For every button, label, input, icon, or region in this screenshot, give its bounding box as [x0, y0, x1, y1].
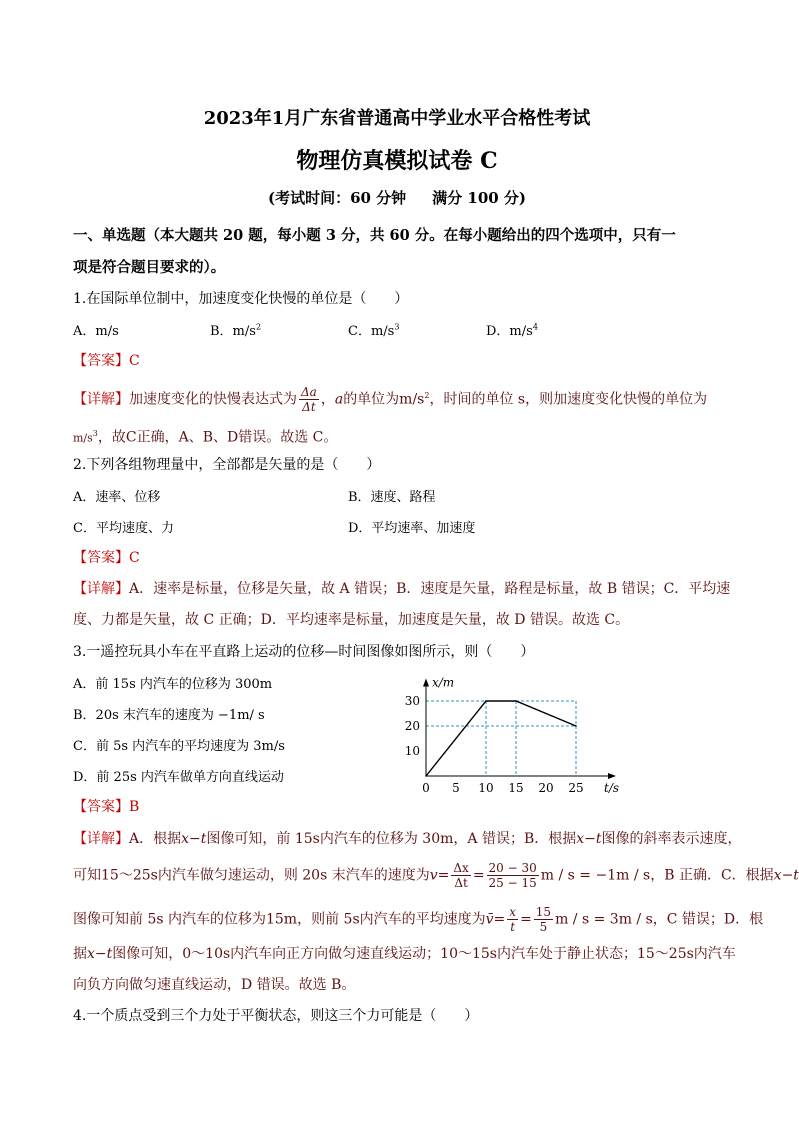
q1-answer: 【答案】C: [73, 353, 140, 369]
series-line: [426, 701, 576, 776]
q1-stem: 1.在国际单位制中，加速度变化快慢的单位是（ ）: [73, 291, 409, 307]
x-tick-label: 25: [568, 781, 584, 795]
section-heading-line2: 项是符合题目要求的）。: [73, 259, 226, 276]
q2-option-b: B．速度、路程: [348, 490, 436, 505]
q1-option-a: A．m/s: [73, 324, 119, 339]
q3-detail-line4: 据x−t图像可知，0～10s内汽车向正方向做匀速直线运动；10～15s内汽车处于静止状态；15～25s内汽车: [73, 946, 736, 962]
q1-detail-line1: 【详解】加速度变化的快慢表达式为 $\frac{\Delta a}{\Delta t}$ ，a的单位为$m/s^2$，时间的单位 s，则加速度变化快慢的单位为: [73, 385, 708, 414]
exam-info: [0, 187, 794, 208]
q2-stem: 2.下列各组物理量中，全部都是矢量的是（ ）: [73, 457, 381, 473]
y-axis-label: x/m: [432, 675, 455, 690]
x-axis-label: t/s: [604, 781, 620, 795]
y-axis-arrow: [423, 679, 429, 687]
x-tick-label: 5: [452, 781, 460, 795]
q4-stem: 4.一个质点受到三个力处于平衡状态，则这三个力可能是（ ）: [73, 1008, 479, 1024]
q3-detail-line1: 【详解】A．根据x−t图像可知，前 15s内汽车的位移为 30m，A 错误；B．根据x−t图像的斜率表示速度，: [73, 831, 742, 847]
xt-graph: [388, 664, 628, 800]
q3-answer: 【答案】B: [73, 799, 140, 815]
data-point: [425, 775, 427, 777]
q3-option-c: C．前 5s 内汽车的平均速度为 3m/s: [73, 739, 285, 754]
data-point: [485, 700, 487, 702]
q2-option-c: C．平均速度、力: [73, 521, 174, 536]
exam-subtitle: 物理仿真模拟试卷 C: [296, 148, 498, 174]
q2-option-d: D．平均速率、加速度: [348, 521, 476, 536]
q3-detail-line2: 可知15～25s内汽车做匀速运动，则 20s 末汽车的速度为v= $\frac{\Delta x}{\Delta t}$ = $\frac{20 - 30}{25 - 15}$ m / s = −1m / s，B 正确．C．根据x−t: [73, 861, 799, 890]
q2-option-a: A．速率、位移: [73, 490, 161, 505]
q3-stem: 3.一遥控玩具小车在平直路上运动的位移—时间图像如图所示，则（ ）: [73, 644, 535, 660]
q2-detail-line2: 度、力都是矢量，故 C 正确；D．平均速率是标量，加速度是矢量，故 D 错误。故选 C。: [73, 612, 630, 628]
data-point: [575, 725, 577, 727]
x-tick-label: 10: [478, 781, 494, 795]
x-tick-label: 15: [508, 781, 524, 795]
exam-title: 2023年1月广东省普通高中学业水平合格性考试: [203, 108, 591, 129]
q1-option-c: C．$m/s^3$: [348, 322, 400, 339]
data-point: [515, 700, 517, 702]
y-tick-label: 30: [404, 694, 420, 708]
q3-option-d: D．前 25s 内汽车做单方向直线运动: [73, 770, 284, 785]
x-tick-label: 0: [422, 781, 430, 795]
section-heading-line1: 一、单选题（本大题共 20 题，每小题 3 分，共 60 分。在每小题给出的四个选项中，只有一: [73, 227, 676, 244]
full-score: 满分 100 分): [432, 189, 527, 207]
y-tick-label: 10: [404, 744, 420, 758]
exam-time: (考试时间：60 分钟: [267, 189, 407, 207]
q1-detail-line2: $m/s^3$，故C正确，A、B、D错误。故选 C。: [73, 429, 338, 446]
q1-option-d: D．$m/s^4$: [486, 322, 538, 339]
q1-fraction: $\frac{\Delta a}{\Delta t}$: [301, 385, 317, 414]
q3-detail-line3: 图像可知前 5s 内汽车的位移为15m，则前 5s内汽车的平均速度为v̄= $\frac{x}{t}$ = $\frac{15}{5}$ m / s = 3m / s，C 错误；D．根: [73, 905, 764, 934]
y-tick-label: 20: [404, 719, 420, 733]
q3-option-b: B．20s 末汽车的速度为 −1m/ s: [73, 708, 265, 723]
q2-detail-line1: 【详解】A．速率是标量，位移是矢量，故 A 错误；B．速度是矢量，路程是标量，故 B 错误；C．平均速: [73, 581, 731, 597]
q3-option-a: A．前 15s 内汽车的位移为 300m: [73, 677, 273, 692]
q2-answer: 【答案】C: [73, 550, 140, 566]
x-tick-label: 20: [538, 781, 554, 795]
q1-option-b: B．$m/s^2$: [210, 322, 262, 339]
q3-detail-line5: 向负方向做匀速直线运动，D 错误。故选 B。: [73, 977, 356, 993]
x-axis-arrow: [608, 773, 616, 779]
